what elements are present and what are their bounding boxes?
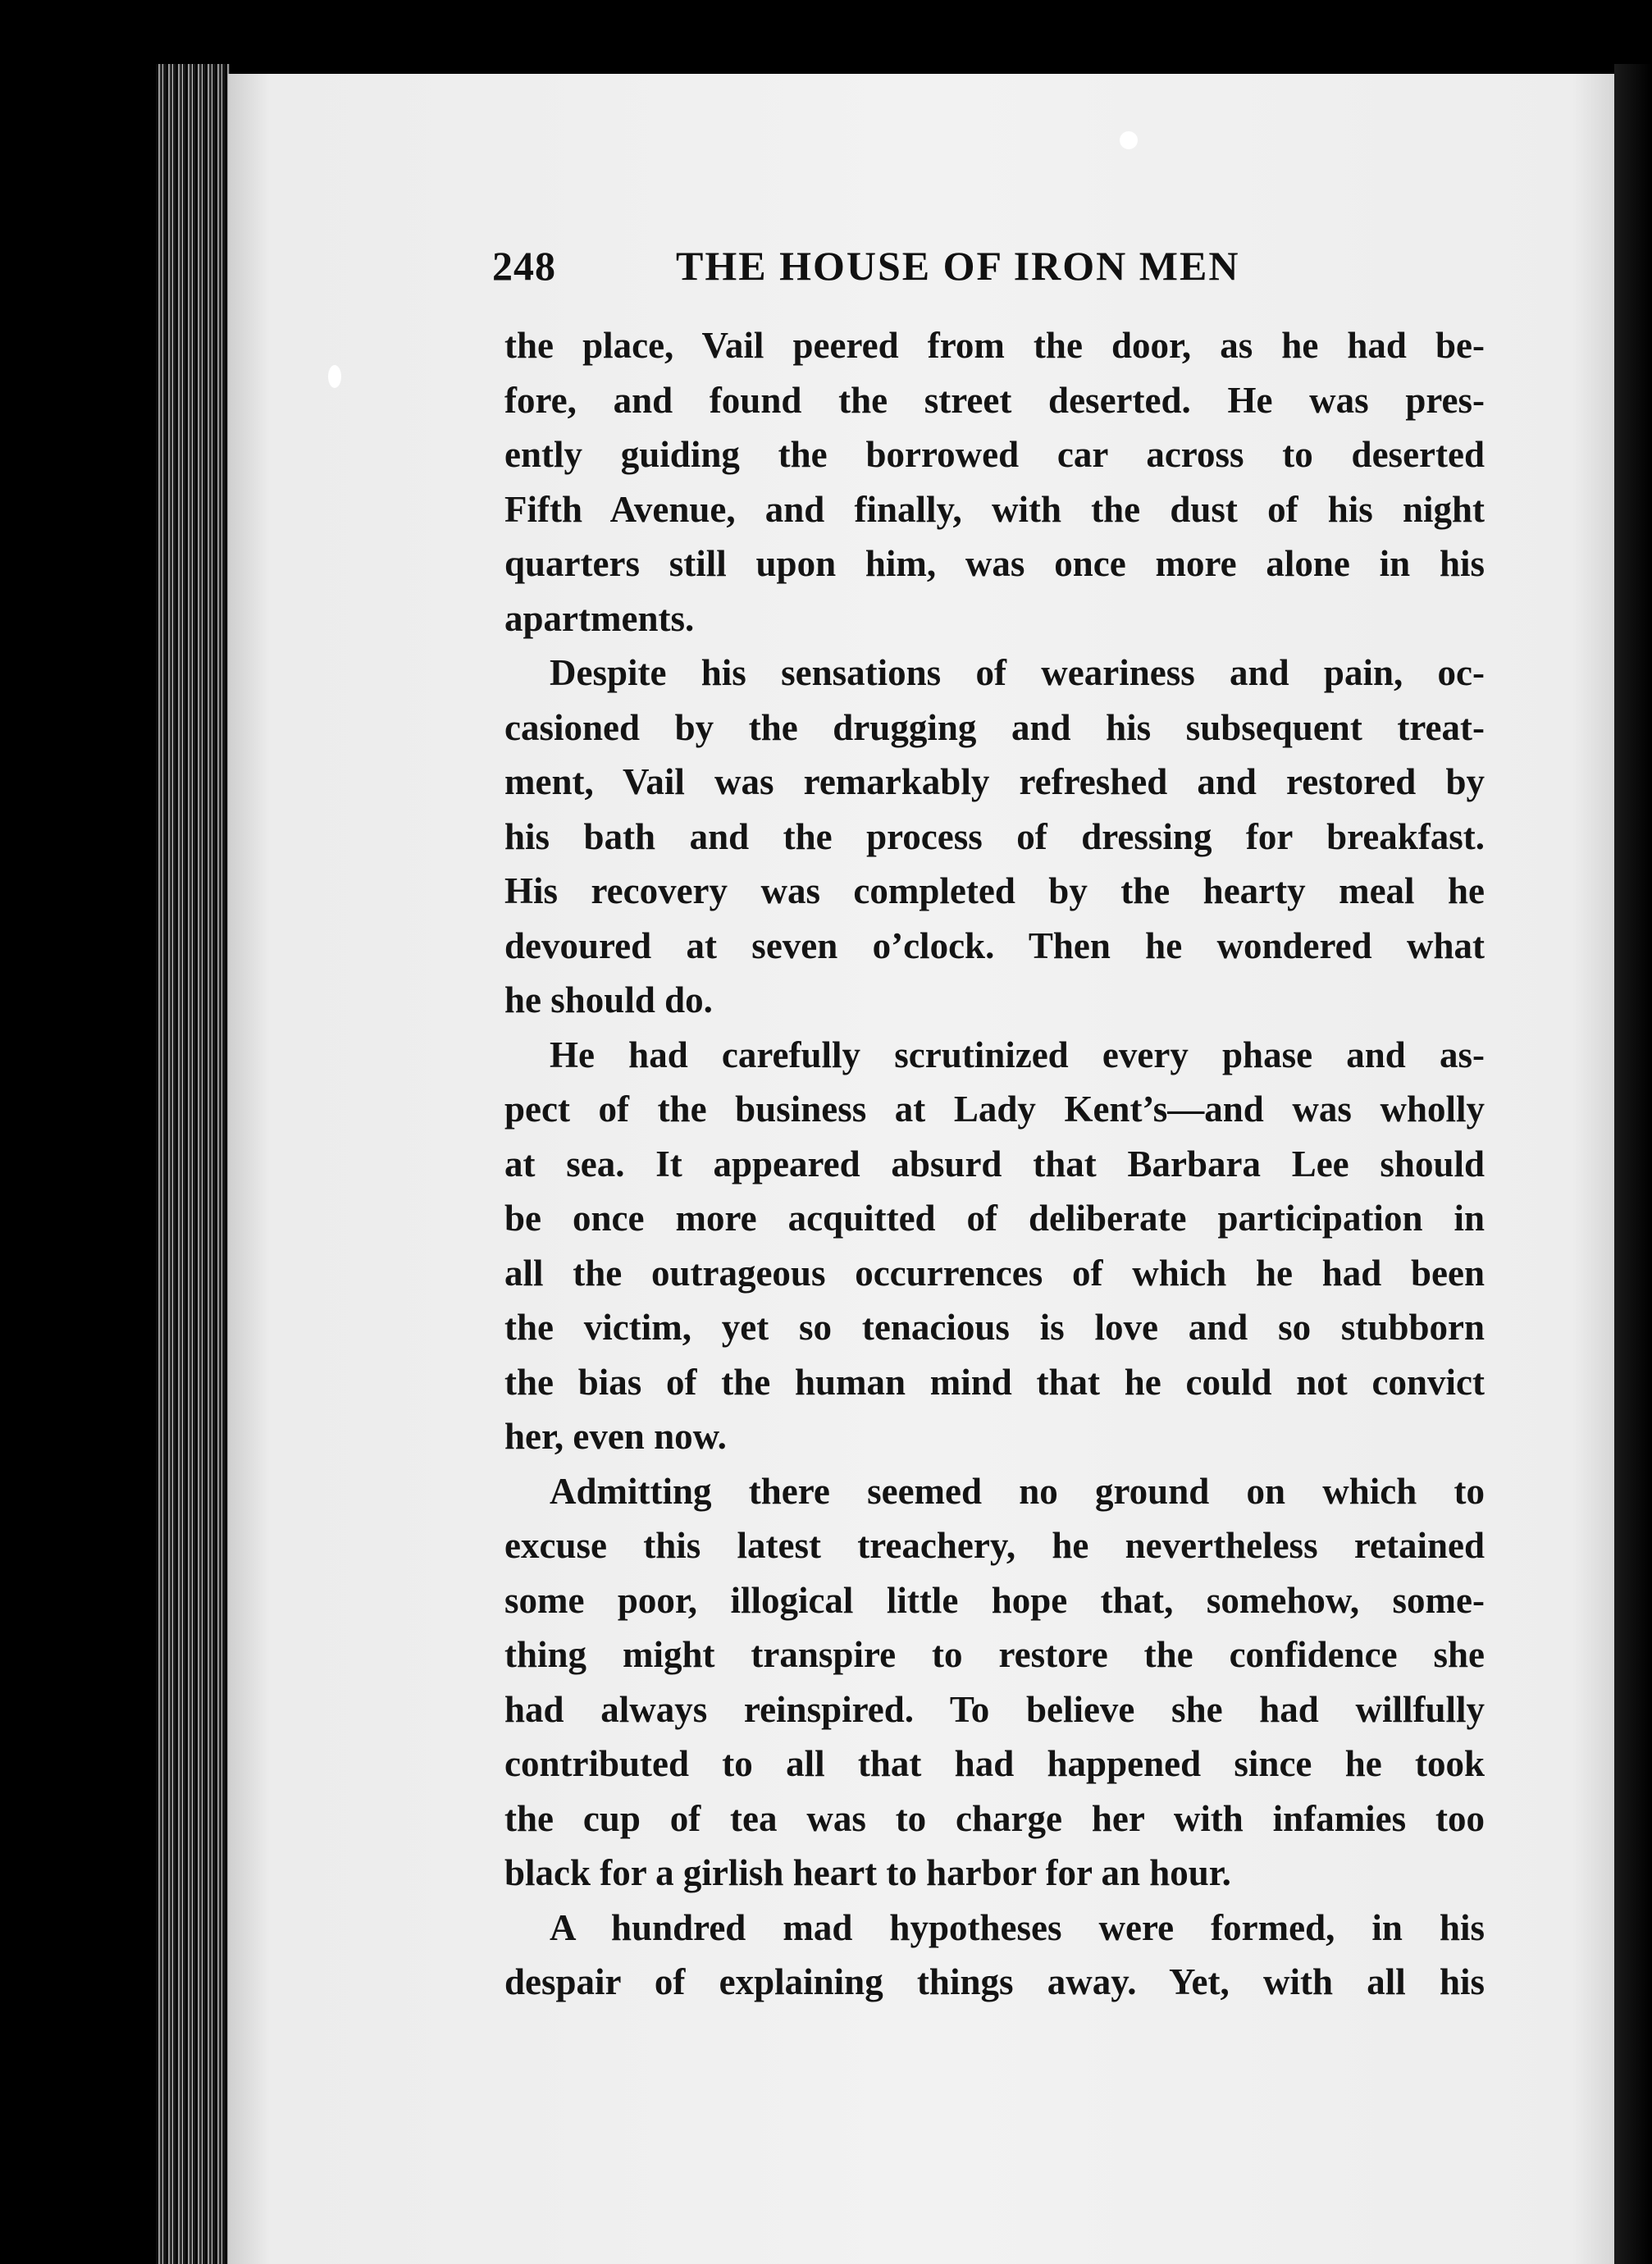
right-page-edge bbox=[1614, 64, 1652, 2264]
text-line: contributed to all that had happened since he took bbox=[504, 1743, 1485, 1784]
text-line: thing might transpire to restore the confidence she bbox=[504, 1634, 1485, 1675]
running-head bbox=[492, 242, 1493, 291]
text-line: His recovery was completed by the hearty meal he bbox=[504, 870, 1485, 911]
text-line: be once more acquitted of deliberate participation in bbox=[504, 1198, 1485, 1239]
text-line: black for a girlish heart to harbor for an hour. bbox=[504, 1852, 1231, 1893]
text-line: ment, Vail was remarkably refreshed and restored by bbox=[504, 761, 1485, 802]
text-line: the cup of tea was to charge her with infamies too bbox=[504, 1797, 1485, 1839]
text-line: all the outrageous occurrences of which he had been bbox=[504, 1252, 1485, 1294]
text-line: he should do. bbox=[504, 979, 713, 1020]
text-line: apartments. bbox=[504, 597, 695, 639]
text-line: the place, Vail peered from the door, as he had be- bbox=[504, 325, 1485, 366]
text-line: ently guiding the borrowed car across to deserted bbox=[504, 434, 1485, 475]
text-line: the victim, yet so tenacious is love and so stubborn bbox=[504, 1307, 1485, 1348]
text-line: casioned by the drugging and his subsequent treat- bbox=[504, 706, 1485, 748]
text-line: at sea. It appeared absurd that Barbara Lee should bbox=[504, 1143, 1485, 1184]
dust-speck bbox=[1120, 131, 1138, 149]
text-line: Fifth Avenue, and finally, with the dust of his night bbox=[504, 488, 1485, 530]
text-line: his bath and the process of dressing for breakfast. bbox=[504, 815, 1485, 857]
text-line: fore, and found the street deserted. He was pres- bbox=[504, 379, 1485, 421]
text-line: some poor, illogical little hope that, somehow, some- bbox=[504, 1579, 1485, 1621]
text-line: the bias of the human mind that he could not convict bbox=[504, 1361, 1485, 1403]
text-line: A hundred mad hypotheses were formed, in his bbox=[550, 1906, 1485, 1948]
text-line: had always reinspired. To believe she had willfully bbox=[504, 1688, 1485, 1730]
text-line: devoured at seven o’clock. Then he wondered what bbox=[504, 924, 1485, 966]
text-line: excuse this latest treachery, he nevertheless retained bbox=[504, 1525, 1485, 1566]
page-number: 248 bbox=[492, 243, 556, 289]
body-text bbox=[504, 318, 1485, 2010]
text-line: despair of explaining things away. Yet, with all his bbox=[504, 1961, 1485, 2002]
dust-speck bbox=[328, 365, 341, 388]
text-line: quarters still upon him, was once more alone in his bbox=[504, 543, 1485, 584]
text-line: her, even now. bbox=[504, 1416, 727, 1457]
text-line: pect of the business at Lady Kent’s—and was wholly bbox=[504, 1089, 1485, 1130]
book-title: THE HOUSE OF IRON MEN bbox=[676, 243, 1240, 289]
text-line: Despite his sensations of weariness and pain, oc- bbox=[550, 652, 1485, 693]
text-line: Admitting there seemed no ground on which to bbox=[550, 1470, 1485, 1512]
page-edge-stack bbox=[156, 64, 230, 2264]
text-line: He had carefully scrutinized every phase and as- bbox=[550, 1034, 1485, 1075]
